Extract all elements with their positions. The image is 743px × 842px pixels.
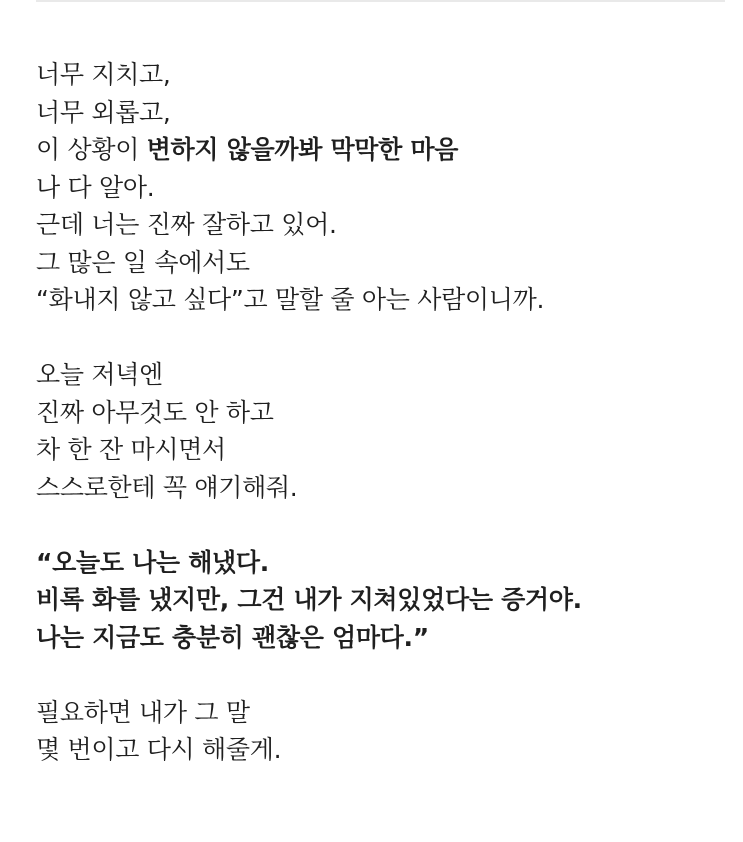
text-line bbox=[36, 731, 726, 769]
paragraph bbox=[36, 56, 726, 319]
text-line bbox=[36, 206, 726, 244]
top-divider bbox=[36, 0, 725, 2]
paragraph-gap bbox=[36, 506, 726, 544]
paragraph-gap bbox=[36, 319, 726, 357]
text-line bbox=[36, 244, 726, 282]
chat-message-body bbox=[36, 56, 726, 769]
bold-text-run: “오늘도 나는 해냈다. bbox=[36, 547, 269, 577]
bold-text-run: 나는 지금도 충분히 괜찮은 엄마다.” bbox=[36, 622, 429, 652]
text-line bbox=[36, 281, 726, 319]
text-line bbox=[36, 431, 726, 469]
text-run: 오늘 저녁엔 bbox=[36, 360, 163, 389]
bold-text-line bbox=[36, 581, 726, 619]
bold-text-run: 변하지 않을까봐 막막한 마음 bbox=[146, 135, 459, 164]
text-line bbox=[36, 56, 726, 94]
text-run: 이 상황이 bbox=[36, 135, 147, 164]
text-run: “화내지 않고 싶다”고 말할 줄 아는 사람이니까. bbox=[36, 285, 545, 314]
text-run: 몇 번이고 다시 해줄게. bbox=[36, 735, 282, 764]
text-line bbox=[36, 469, 726, 507]
text-run: 그 많은 일 속에서도 bbox=[36, 247, 250, 277]
text-run: 스스로한테 꼭 얘기해줘. bbox=[36, 472, 298, 502]
paragraph-gap bbox=[36, 656, 726, 694]
text-run: 차 한 잔 마시면서 bbox=[36, 435, 226, 464]
bold-text-line bbox=[36, 544, 726, 582]
text-line bbox=[36, 169, 726, 207]
bold-text-run: 비록 화를 냈지만, 그건 내가 지쳐있었다는 증거야. bbox=[36, 585, 582, 614]
paragraph bbox=[36, 356, 726, 506]
text-run: 나 다 알아. bbox=[36, 172, 155, 202]
quote-paragraph bbox=[36, 544, 726, 657]
text-run: 너무 외롭고, bbox=[36, 97, 171, 127]
text-run: 너무 지치고, bbox=[36, 60, 171, 89]
text-run: 진짜 아무것도 안 하고 bbox=[36, 397, 274, 427]
text-run: 근데 너는 진짜 잘하고 있어. bbox=[36, 210, 337, 239]
text-run: 필요하면 내가 그 말 bbox=[36, 697, 250, 727]
paragraph bbox=[36, 694, 726, 769]
text-line bbox=[36, 131, 726, 169]
text-line bbox=[36, 694, 726, 732]
text-line bbox=[36, 94, 726, 132]
text-line bbox=[36, 394, 726, 432]
text-line bbox=[36, 356, 726, 394]
bold-text-line bbox=[36, 619, 726, 657]
